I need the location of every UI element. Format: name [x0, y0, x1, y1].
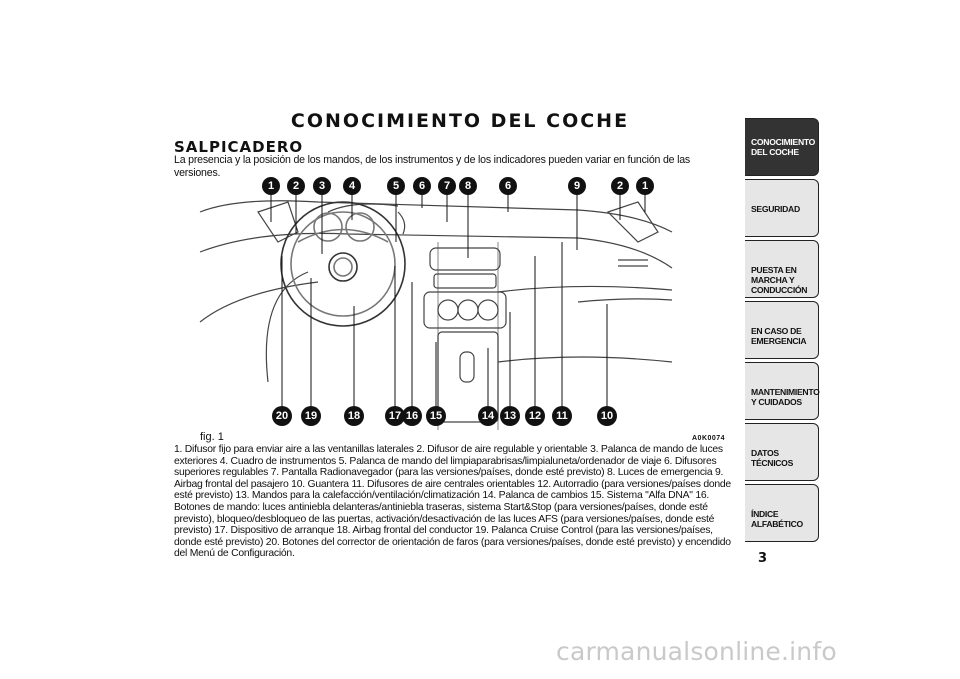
- svg-text:16: 16: [405, 410, 419, 422]
- callout-4: [343, 177, 361, 195]
- tab-datos-tecnicos[interactable]: [745, 423, 819, 481]
- tab-conocimiento-del-coche[interactable]: [745, 118, 819, 176]
- svg-text:9: 9: [573, 180, 581, 192]
- callout-2b: [611, 177, 629, 195]
- tab-mantenimiento[interactable]: [745, 362, 819, 420]
- svg-text:2: 2: [292, 180, 300, 192]
- svg-text:15: 15: [429, 410, 443, 422]
- svg-text:17: 17: [388, 410, 402, 422]
- svg-text:12: 12: [528, 410, 542, 422]
- tab-label: CONOCIMIENTO DEL COCHE: [751, 137, 816, 157]
- callout-1b: [636, 177, 654, 195]
- svg-text:5: 5: [392, 180, 400, 192]
- svg-text:1: 1: [641, 180, 649, 192]
- tab-label: PUESTA EN MARCHA Y CONDUCCIÓN: [751, 265, 808, 295]
- callout-10: [597, 406, 617, 426]
- chapter-index-sidebar: [745, 118, 821, 545]
- callout-11: [552, 406, 572, 426]
- bottom-callouts: [272, 406, 617, 426]
- svg-text:3: 3: [318, 180, 326, 192]
- callout-15: [426, 406, 446, 426]
- callout-12: [525, 406, 545, 426]
- tab-en-caso-de-emergencia[interactable]: [745, 301, 819, 359]
- callout-7: [438, 177, 456, 195]
- section-title: SALPICADERO: [174, 138, 304, 156]
- callout-18: [344, 406, 364, 426]
- tab-label: DATOS TÉCNICOS: [751, 448, 794, 468]
- callout-1: [262, 177, 280, 195]
- top-callouts: [262, 177, 654, 195]
- svg-text:14: 14: [481, 410, 495, 422]
- svg-text:4: 4: [348, 180, 356, 192]
- svg-text:10: 10: [600, 410, 614, 422]
- figure-caption: 1. Difusor fijo para enviar aire a las ventanillas laterales 2. Difusor de aire regulable y orientable 3. Palanca de mando de luces exteriores 4. Cuadro de instrumentos 5. Palanca de mando del limpiaparabrisas/limpialuneta/ordenador de viaje 6. Difusores superiores regulables 7. Pantalla Radionavegador (para las versiones/países, donde esté previsto) 8. Luces de emergencia 9. Airbag frontal del pasajero 10. Guantera 11. Difusores de aire centrales orientables 12. Autorradio (para versiones/países donde esté previsto) 13. Mandos para la calefacción/ventilación/climatización 14. Palanca de cambios 15. Sistema "Alfa DNA" 16. Botones de mando: luces antiniebla delanteras/antiniebla traseras, sistema Start&Stop (para versiones/países, donde esté previsto), bloqueo/desbloqueo de las puertas, activación/desactivación de las luces AFS (para versiones/países, donde esté previsto) 17. Dispositivo de arranque 18. Airbag frontal del conductor 19. Palanca Cruise Control (para las versiones/países, donde esté previsto) 20. Botones del corrector de orientación de faros (para versiones/países, donde esté previsto) y encendido del Menú de Configuración.: [174, 444, 731, 560]
- dashboard-figure: [198, 172, 674, 430]
- svg-text:19: 19: [304, 410, 318, 422]
- tab-label: SEGURIDAD: [751, 204, 800, 214]
- svg-text:6: 6: [504, 180, 512, 192]
- callout-20: [272, 406, 292, 426]
- callout-5: [387, 177, 405, 195]
- page-number: 3: [758, 551, 768, 566]
- callout-9: [568, 177, 586, 195]
- svg-text:20: 20: [275, 410, 289, 422]
- dashboard-illustration: [198, 172, 674, 430]
- page-title: CONOCIMIENTO DEL COCHE: [290, 110, 630, 132]
- figure-code: A0K0074: [692, 435, 726, 442]
- callout-19: [301, 406, 321, 426]
- svg-text:13: 13: [503, 410, 517, 422]
- callout-2: [287, 177, 305, 195]
- tab-label: EN CASO DE EMERGENCIA: [751, 326, 807, 346]
- callout-16: [402, 406, 422, 426]
- tab-puesta-en-marcha[interactable]: [745, 240, 819, 298]
- tab-label: ÍNDICE ALFABÉTICO: [751, 509, 803, 529]
- callout-13: [500, 406, 520, 426]
- svg-text:8: 8: [464, 180, 472, 192]
- callout-6b: [499, 177, 517, 195]
- figure-label: fig. 1: [200, 431, 224, 443]
- watermark: carmanualsonline.info: [556, 637, 837, 666]
- svg-text:11: 11: [556, 410, 568, 422]
- tab-seguridad[interactable]: [745, 179, 819, 237]
- callout-3: [313, 177, 331, 195]
- callout-8: [459, 177, 477, 195]
- svg-text:6: 6: [418, 180, 426, 192]
- tab-label: MANTENIMIENTO Y CUIDADOS: [751, 387, 820, 407]
- svg-text:18: 18: [347, 410, 361, 422]
- tab-indice-alfabetico[interactable]: [745, 484, 819, 542]
- svg-text:1: 1: [267, 180, 275, 192]
- svg-text:2: 2: [616, 180, 624, 192]
- callout-6: [413, 177, 431, 195]
- callout-14: [478, 406, 498, 426]
- intro-text: La presencia y la posición de los mandos, de los instrumentos y de los indicadores pueden variar en función de las versiones.: [174, 154, 691, 179]
- svg-text:7: 7: [443, 180, 451, 192]
